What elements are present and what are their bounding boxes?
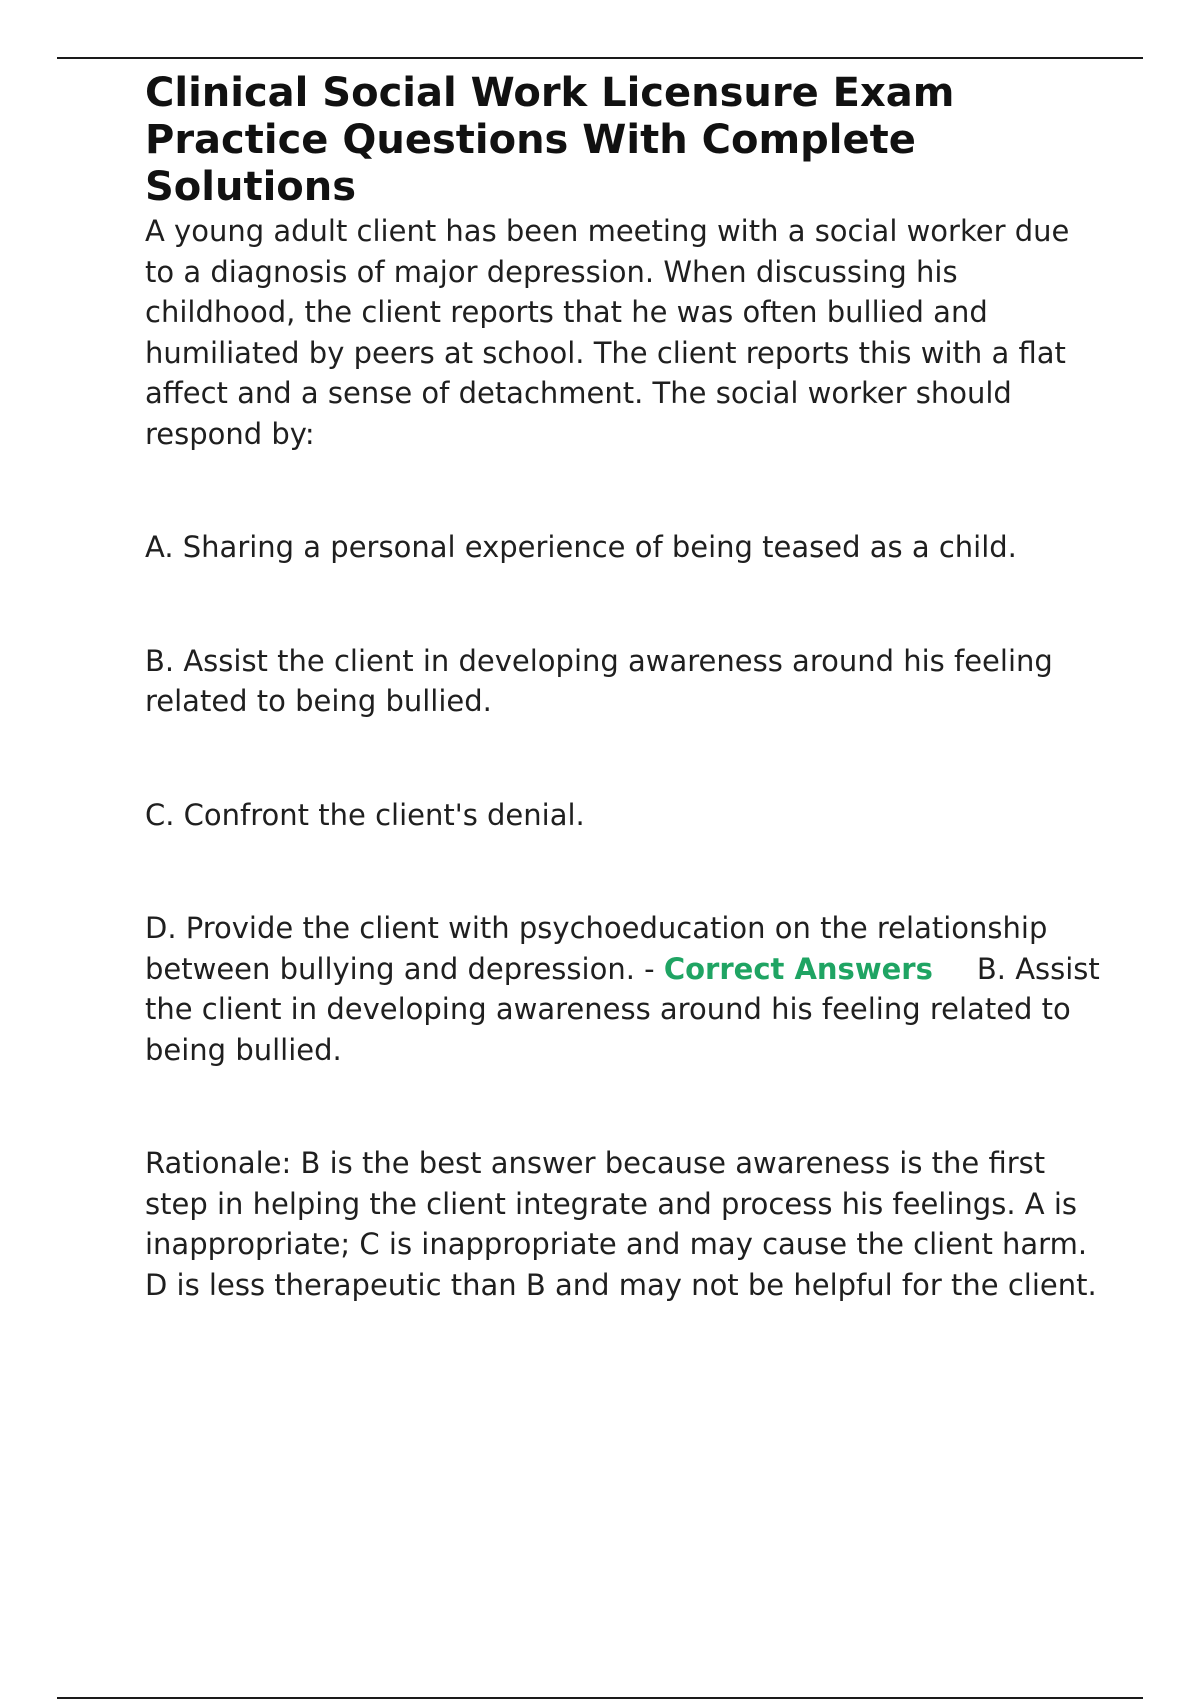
option-d-with-answer xyxy=(145,908,1105,1070)
correct-answer-text: B. Assist the client in developing awareness around his feeling related to being bullied. xyxy=(145,951,1100,1067)
option-a: A. Sharing a personal experience of being teased as a child. xyxy=(145,530,1017,564)
rationale-text: Rationale: B is the best answer because awareness is the first step in helping the client integrate and process his feelings. A is inappropriate; C is inappropriate and may cause the client harm. D is less therapeutic than B and may not be helpful for the client. xyxy=(145,1146,1097,1302)
question-text: A young adult client has been meeting with a social worker due to a diagnosis of major depression. When discussing his childhood, the client reports that he was often bullied and humiliated by peers at school. The client reports this with a flat affect and a sense of detachment. The social worker should respond by: xyxy=(145,214,1070,451)
document-body xyxy=(145,70,1105,1305)
option-d-text: D. Provide the client with psychoeducation on the relationship between bullying and depression. - xyxy=(145,911,1048,986)
top-divider xyxy=(57,57,1143,59)
document-title: Clinical Social Work Licensure Exam Practice Questions With Complete Solutions xyxy=(145,70,955,210)
option-b: B. Assist the client in developing awareness around his feeling related to being bullied. xyxy=(145,643,1053,718)
option-c: C. Confront the client's denial. xyxy=(145,797,585,832)
correct-answers-label: Correct Answers xyxy=(663,951,933,986)
bottom-divider xyxy=(57,1697,1143,1699)
